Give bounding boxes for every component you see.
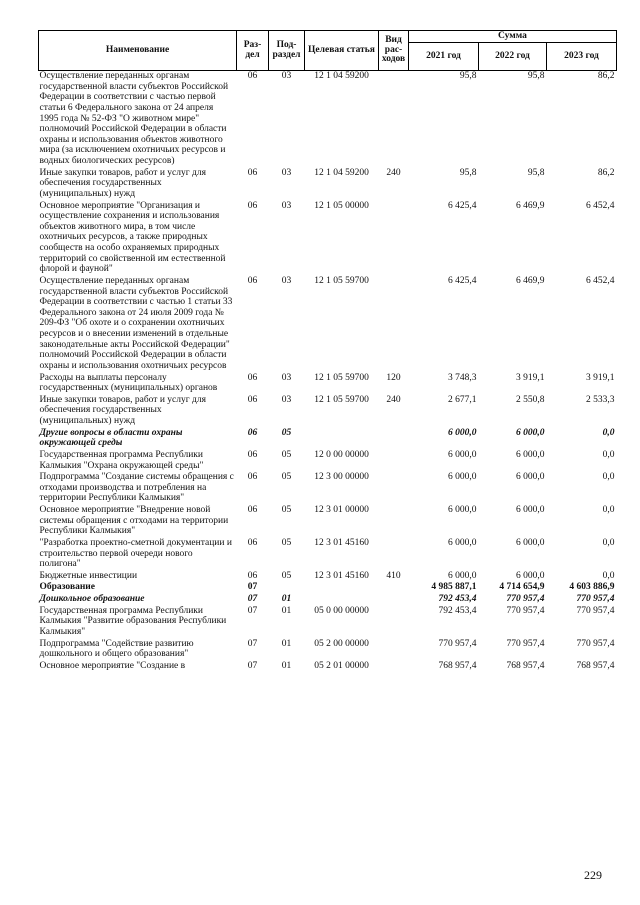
- row-target-article: 12 1 05 59700: [314, 275, 369, 286]
- row-section: 06: [247, 449, 258, 460]
- row-sum-2022: 6 000,0: [516, 505, 545, 515]
- table-row: [39, 373, 617, 395]
- table-row: [39, 538, 617, 571]
- row-name: Основное мероприятие "Внедрение новой системы обращения с отходами на территории Республики Калмыкия": [39, 505, 229, 537]
- row-sum-2023: 770 957,4: [576, 605, 615, 616]
- row-sum-2021: 792 453,4: [438, 605, 477, 616]
- row-sum-2022: 770 957,4: [506, 605, 545, 616]
- row-target-article: 12 1 04 59200: [314, 71, 369, 81]
- row-sum-2022: 6 000,0: [516, 472, 545, 483]
- row-sum-2021: 6 000,0: [448, 570, 477, 581]
- header-sum: Сумма: [409, 31, 617, 43]
- table-row: [39, 168, 617, 201]
- row-sum-2023: 0,0: [602, 505, 615, 515]
- row-target-article: 12 3 00 00000: [314, 472, 369, 483]
- row-name: Осуществление переданных органам государственной власти субъектов Российской Федерации в соответствии с частью первой статьи 6 Федерального закона от 24 апреля 1995 года № 52-ФЗ "О животном мире" полномочий Российской Федерации в области охраны и использования объектов животного мира (за исключением охотничьих ресурсов и водных биологических ресурсов): [39, 71, 229, 166]
- row-target-article: [305, 594, 379, 606]
- row-sum-2023: 0,0: [602, 427, 615, 438]
- row-name: "Разработка проектно-сметной документации и строительство первой очереди нового полигона": [39, 537, 232, 570]
- row-sum-2022: 6 000,0: [516, 537, 545, 548]
- row-sum-2021: 770 957,4: [438, 638, 477, 649]
- table-row: [39, 582, 617, 594]
- row-section: 06: [247, 570, 258, 581]
- header-section: Раз-дел: [237, 31, 269, 71]
- header-target-article: Целевая статья: [305, 31, 379, 71]
- row-sum-2022: 6 469,9: [516, 275, 545, 286]
- row-expense-type: [379, 639, 409, 661]
- row-sum-2021: 95,8: [459, 167, 477, 178]
- row-sum-2023: 770 957,4: [576, 594, 615, 604]
- row-sum-2023: 2 533,3: [586, 394, 615, 405]
- row-sum-2021: 6 000,0: [448, 449, 477, 460]
- row-name: Иные закупки товаров, работ и услуг для обеспечения государственных (муниципальных) нужд: [39, 167, 206, 199]
- row-name: Подпрограмма "Содействие развитию дошкольного и общего образования": [39, 638, 194, 660]
- row-sum-2022: 95,8: [527, 167, 545, 178]
- row-sum-2021: 95,8: [459, 71, 477, 81]
- row-sum-2023: 0,0: [602, 570, 615, 581]
- row-subsection: 03: [281, 372, 292, 383]
- row-sum-2022: 3 919,1: [516, 372, 545, 383]
- row-subsection: 03: [281, 394, 292, 405]
- row-sum-2023: 0,0: [602, 537, 615, 548]
- row-expense-type: 240: [386, 167, 401, 178]
- table-row: [39, 428, 617, 450]
- row-section: 06: [247, 71, 258, 81]
- budget-table-page: [38, 30, 616, 672]
- row-sum-2023: 0,0: [602, 472, 615, 483]
- header-subsection: Под-раздел: [269, 31, 305, 71]
- row-sum-2023: 768 957,4: [576, 660, 615, 671]
- row-target-article: 12 0 00 00000: [314, 449, 369, 460]
- row-expense-type: [379, 428, 409, 450]
- row-target-article: 05 0 00 00000: [314, 605, 369, 616]
- row-section: 07: [247, 582, 258, 593]
- row-sum-2021: 792 453,4: [438, 594, 477, 604]
- row-sum-2023: 770 957,4: [576, 638, 615, 649]
- row-name: Подпрограмма "Создание системы обращения с отходами производства и потребления на территории Республики Калмыкия": [39, 472, 234, 504]
- row-sum-2022: 95,8: [527, 71, 545, 81]
- row-target-article: 05 2 01 00000: [314, 660, 369, 671]
- table-row: [39, 71, 617, 168]
- header-expense-type: Вид рас-ходов: [379, 31, 409, 71]
- row-sum-2023: 86,2: [597, 167, 615, 178]
- row-target-article: 12 1 05 59700: [314, 372, 369, 383]
- row-sum-2022: 770 957,4: [506, 638, 545, 649]
- row-section: 06: [247, 167, 258, 178]
- row-expense-type: 120: [386, 372, 401, 383]
- row-target-article: [305, 428, 379, 450]
- table-row: [39, 450, 617, 472]
- row-sum-2023: 6 452,4: [586, 200, 615, 211]
- row-target-article: 12 3 01 45160: [314, 537, 369, 548]
- table-row: [39, 472, 617, 505]
- row-sum-2021: 6 000,0: [448, 505, 477, 515]
- row-target-article: 12 1 05 59700: [314, 394, 369, 405]
- header-year-2022: 2022 год: [479, 43, 547, 71]
- row-section: 06: [247, 372, 258, 383]
- table-row: [39, 276, 617, 373]
- row-sum-2023: 6 452,4: [586, 275, 615, 286]
- row-sum-2022: 4 714 654,9: [499, 582, 545, 593]
- header-year-2023: 2023 год: [547, 43, 617, 71]
- row-name: Расходы на выплаты персоналу государственных (муниципальных) органов: [39, 372, 218, 394]
- row-sum-2022: 6 000,0: [516, 449, 545, 460]
- table-row: [39, 606, 617, 639]
- table-header: [39, 31, 617, 71]
- table-body: [39, 71, 617, 673]
- row-subsection: 01: [281, 594, 292, 604]
- row-sum-2022: 6 000,0: [516, 570, 545, 581]
- table-row: [39, 594, 617, 606]
- row-sum-2023: 86,2: [597, 71, 615, 81]
- row-subsection: 05: [281, 570, 292, 581]
- row-expense-type: 240: [386, 394, 401, 405]
- row-name: Государственная программа Республики Калмыкия "Развитие образования Республики Калмыкия": [39, 605, 227, 637]
- row-section: 06: [247, 275, 258, 286]
- row-name: Бюджетные инвестиции: [39, 570, 138, 581]
- row-sum-2023: 0,0: [602, 449, 615, 460]
- row-section: 07: [247, 605, 258, 616]
- row-name: Осуществление переданных органам государственной власти субъектов Российской Федерации в соответствии с частью 1 статьи 33 Федерального закона от 24 июля 2009 года № 209-ФЗ "Об охоте и о сохранении охотничьих ресурсов и о внесении изменений в отдельные законодательные акты Российской Федерации" полномочий Российской Федерации в области охраны и использования охотничьих ресурсов: [39, 275, 233, 371]
- row-subsection: 01: [281, 638, 292, 649]
- table-row: [39, 571, 617, 583]
- row-name: Иные закупки товаров, работ и услуг для обеспечения государственных (муниципальных) нужд: [39, 394, 206, 426]
- header-year-2021: 2021 год: [409, 43, 479, 71]
- row-target-article: 12 3 01 00000: [314, 505, 369, 515]
- row-expense-type: [379, 582, 409, 594]
- row-expense-type: [379, 71, 409, 168]
- row-sum-2021: 6 000,0: [448, 472, 477, 483]
- row-section: 06: [247, 505, 258, 515]
- row-subsection: 03: [281, 200, 292, 211]
- table-row: [39, 201, 617, 276]
- page-number: 229: [584, 868, 602, 882]
- row-sum-2023: 3 919,1: [586, 372, 615, 383]
- table-row: [39, 395, 617, 428]
- row-expense-type: [379, 472, 409, 505]
- row-subsection: 03: [281, 275, 292, 286]
- row-expense-type: [379, 594, 409, 606]
- row-expense-type: 410: [386, 570, 401, 581]
- row-sum-2021: 3 748,3: [448, 372, 477, 383]
- row-section: 06: [247, 427, 258, 438]
- row-subsection: 03: [281, 71, 292, 81]
- row-section: 06: [247, 537, 258, 548]
- row-subsection: 01: [281, 605, 292, 616]
- row-name: Государственная программа Республики Калмыкия "Охрана окружающей среды": [39, 449, 204, 471]
- row-target-article: 12 3 01 45160: [314, 570, 369, 581]
- row-expense-type: [379, 538, 409, 571]
- row-target-article: 05 2 00 00000: [314, 638, 369, 649]
- row-name: Образование: [39, 582, 95, 593]
- row-section: 06: [247, 200, 258, 211]
- row-sum-2022: 2 550,8: [516, 394, 545, 405]
- row-subsection: 05: [281, 427, 292, 438]
- header-name: Наименование: [39, 31, 237, 71]
- row-expense-type: [379, 661, 409, 673]
- row-expense-type: [379, 505, 409, 538]
- row-sum-2022: 6 000,0: [516, 427, 545, 438]
- row-section: 06: [247, 472, 258, 483]
- row-expense-type: [379, 606, 409, 639]
- row-name: Другие вопросы в области охраны окружающей среды: [39, 427, 183, 449]
- row-section: 06: [247, 394, 258, 405]
- row-sum-2022: 768 957,4: [506, 660, 545, 671]
- row-sum-2022: 6 469,9: [516, 200, 545, 211]
- row-sum-2021: 2 677,1: [448, 394, 477, 405]
- row-section: 07: [247, 660, 258, 671]
- budget-table: [38, 30, 617, 672]
- row-subsection: 05: [281, 472, 292, 483]
- row-sum-2021: 6 425,4: [448, 275, 477, 286]
- row-name: Основное мероприятие "Организация и осуществление сохранения и использования объектов животного мира, в том числе охотничьих ресурсов, а также природных сообществ на особо охраняемых природных территорий со свойственной им естественной флорой и фауной": [39, 200, 226, 275]
- row-name: Основное мероприятие "Создание в: [39, 660, 186, 671]
- row-expense-type: [379, 450, 409, 472]
- row-subsection: 05: [281, 537, 292, 548]
- row-expense-type: [379, 201, 409, 276]
- table-row: [39, 639, 617, 661]
- row-sum-2022: 770 957,4: [506, 594, 545, 604]
- row-sum-2021: 6 425,4: [448, 200, 477, 211]
- row-subsection: [269, 582, 305, 594]
- table-row: [39, 661, 617, 673]
- table-row: [39, 505, 617, 538]
- row-target-article: 12 1 04 59200: [314, 167, 369, 178]
- row-subsection: 03: [281, 167, 292, 178]
- row-sum-2023: 4 603 886,9: [569, 582, 615, 593]
- row-section: 07: [247, 638, 258, 649]
- row-sum-2021: 4 985 887,1: [431, 582, 477, 593]
- row-subsection: 05: [281, 449, 292, 460]
- row-expense-type: [379, 276, 409, 373]
- row-name: Дошкольное образование: [39, 594, 145, 604]
- row-subsection: 01: [281, 660, 292, 671]
- row-sum-2021: 768 957,4: [438, 660, 477, 671]
- row-sum-2021: 6 000,0: [448, 537, 477, 548]
- row-subsection: 05: [281, 505, 292, 515]
- row-sum-2021: 6 000,0: [448, 427, 477, 438]
- row-section: 07: [247, 594, 258, 604]
- row-target-article: [305, 582, 379, 594]
- row-target-article: 12 1 05 00000: [314, 200, 369, 211]
